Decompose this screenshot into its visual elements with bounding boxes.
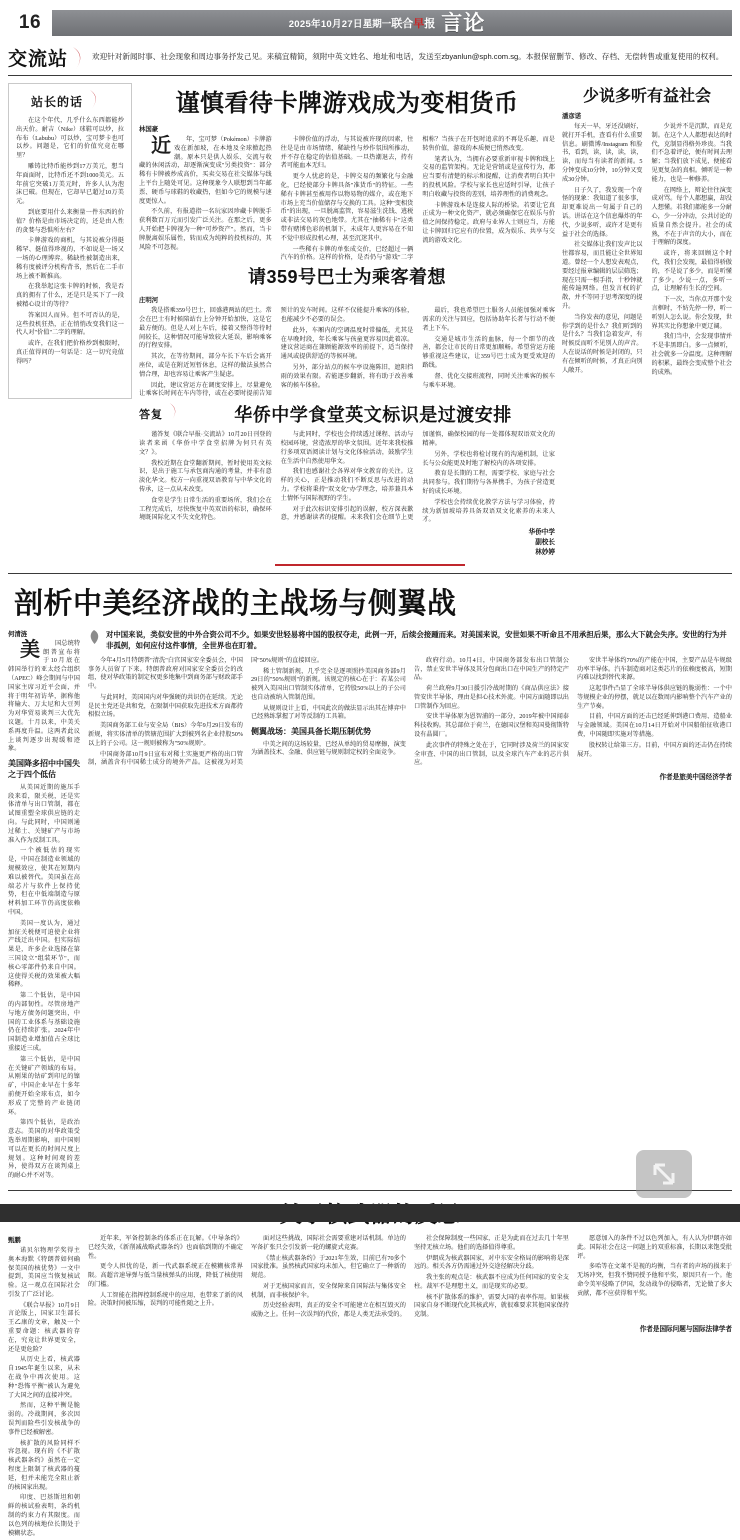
paragraph: 近年来，军备控制条约体系正在瓦解。《中导条约》已经失效，《新削减战略武器条约》也面临到期的不确定性。 bbox=[88, 1234, 243, 1260]
masthead-bar bbox=[52, 10, 732, 36]
swoosh-icon bbox=[71, 47, 85, 69]
reply-signature bbox=[139, 528, 555, 558]
reply-title: 华侨中学食堂英文标识是过渡安排 bbox=[234, 405, 512, 426]
dropcap: 近 bbox=[151, 135, 171, 157]
paragraph: 交通是城市生活的血脉，每一个细节的改善，都会让市民的日常更加顺畅。希望营运方能够重视这些建议，让359号巴士成为更受欢迎的路线。 bbox=[422, 335, 555, 369]
station-master-title: 站长的话 bbox=[30, 94, 83, 109]
paragraph: 卡牌价值的浮动，与其说被许现的因素，往往是是由市场情绪、稀缺性与炒作氛围所推动，并不存在稳定的估值基础。一旦热潮退去，持有者可能血本无归。 bbox=[280, 136, 414, 170]
bus-article-title: 请359号巴士为乘客着想 bbox=[247, 267, 447, 288]
lead-article-title: 谨慎看待卡牌游戏成为变相货币 bbox=[175, 90, 519, 117]
paragraph: 历史经验表明，真正的安全不可能建立在相互毁灭的威胁之上。任何一次误判的代价，都是人类无法承受的。 bbox=[251, 1302, 406, 1319]
reply-header bbox=[139, 401, 555, 427]
masthead-date: 2025年10月27日 bbox=[288, 19, 363, 30]
exchange-strip bbox=[8, 44, 732, 76]
paragraph: 社会保障制度一些国家，正是为此而在过去几十年里坚持无核立场。他们的选择值得尊重。 bbox=[414, 1234, 569, 1251]
right-article-title: 少说多听有益社会 bbox=[582, 88, 711, 105]
signature-line: 副校长 bbox=[535, 538, 555, 546]
paragraph: 教育是长期的工程，需要学校、家庭与社会共同参与。我们期待与各界携手，为孩子营造更好的成长环境。 bbox=[422, 470, 555, 495]
paragraph: 第二个低估，是中国的内部韧性。尽管房地产与地方债务问题突出，中国的工业体系与基础设施仍在持续扩张。2024年中国制造业增加值占全球比重接近三成。 bbox=[8, 992, 80, 1052]
feature-title: 剖析中美经济战的主战场与侧翼战 bbox=[14, 587, 457, 620]
reply-block bbox=[8, 401, 732, 558]
quote-mark-icon bbox=[88, 629, 101, 650]
paragraph: 近 年，宝可梦（Pokémon）卡牌游戏在新加坡，在本地及全球掀起热潮。原本只是供人娱乐、交流与收藏的休闲活动，却逐渐演变成"另类投资"：部分稀有卡牌被炒成高价，买卖交易在社交媒体与线上平台上随处可见。这种现象令人联想到当年邮票、硬币与球鞋的收藏热，但如今它的规模与速度更惊人。 bbox=[139, 135, 272, 205]
paragraph: 我是搭乘359号巴士，回盛港两站的巴士。常会在巴士有时候陪站台上分钟开始加快，这是它最方便的。但是人对上车后，接着又整得等待时间较长，这种情况可能导致较大延误，影响乘客的行程安排。 bbox=[139, 307, 272, 350]
paragraph: 我校近期在食堂翻新期间，暂时使用英文标识，是出于施工与承包商沟通的考量，并非有意淡化华文。校方一向重视双语教育与中华文化的传承，这一点从未改变。 bbox=[139, 459, 272, 493]
nuclear-left-column bbox=[8, 1235, 80, 1540]
paragraph: 《联合早报》10月9日言论版上，国家卫生部长王乙康的文章，触及一个重要命题：核武器的存在，究竟让世界更安全，还是更危险？ bbox=[8, 1301, 80, 1353]
swoosh-icon bbox=[88, 90, 102, 112]
paragraph: 从美国近期的施压手段来看，限关税，还是实体清单与出口管制，都在试图重塑全球供应链的走向。与此同时，中国则通过稀土、关键矿产与市场准入作为反制工具。 bbox=[8, 783, 80, 844]
paragraph: 荷兰政府9月30日援引冷战时期的《商品供应法》接管安世半导体，理由是担心技术外流。中国方面随即以出口管制作为回应。 bbox=[414, 685, 569, 710]
paragraph: 我们当中，会发现事情并不是非黑即白。多一点倾听，社会就多一分温度。这种理解的积累，最终会变成整个社会的成熟。 bbox=[651, 333, 732, 376]
section-divider bbox=[8, 573, 732, 574]
paragraph: 多哈等在文莱不是视的均衡，当有者的声场的损来于无场冲突，但我不赞同授予他和平奖，原因只有一个。他命令美军侵略了伊国，发动战争的侵略者，无论做了多大贡献，都不应获得和平奖。 bbox=[577, 1263, 732, 1297]
page-number: 16 bbox=[18, 12, 42, 33]
reply-body bbox=[139, 431, 555, 525]
station-master-box bbox=[8, 83, 132, 399]
paragraph: 政府行动。10月4日，中国商务部发布出口管制公告，禁止安世半导体及其分包商出口在中国生产的特定产品。 bbox=[414, 656, 569, 682]
paragraph: 一些稀有卡牌的单张成交价，已经超过一辆汽车的价格。这样的价格，是否仍与"游戏"二字相称？当孩子在开包时追求的不再是乐趣，而是转售价值，游戏的本质便已悄然改变。 bbox=[280, 136, 555, 262]
paragraph: 伊朗成为核武器国家，对中东安全格局的影响将是深远的。相关各方仍需通过外交途径解决分歧。 bbox=[414, 1254, 569, 1271]
nuclear-signature: 作者是国际问题与国际法律学者 bbox=[639, 1326, 732, 1334]
paragraph: 更令人忧虑的是，卡牌交易的频繁化与金融化，已经使部分卡牌具备"准货币"的特征。一些稀有卡牌甚至被用作以物易物的媒介，或在地下市场上充当价值储存与交换的工具。这种"变相货币"的出现，一旦脱离监管，容易滋生洗钱、逃税或非法交易的灰色地带。尤其在"抽稀有卡"这类带有赌博色彩的机制下，未成年人更容易在不知不觉中形成投机心理，甚至沉迷其中。 bbox=[280, 173, 414, 242]
masthead bbox=[8, 10, 732, 36]
paragraph: 《禁止核武器条约》于2021年生效，目前已有70多个国家批准。虽然核武国家均未加入，但它确立了一种新的规范。 bbox=[251, 1254, 406, 1280]
nuclear-article bbox=[8, 1198, 732, 1540]
paragraph: 当你发表的意见，问题是你学到的是什么？我们听到的是什么？当我们急着发声，有时候反而听不见别人的声音。人在说话的时候是封闭的，只有在倾听的时候，才真正向别人敞开。 bbox=[562, 313, 643, 374]
paragraph: 其次，在等待期间，部分车长下车后会离开座位，或是在附近短暂休息，这样的做法虽然合情合理，却也容易让乘客产生疑虑。 bbox=[139, 353, 272, 378]
paragraph: 谨答复《联合早报·交流站》10月20日刊登的读者来函《华侨中学食堂招牌为何只有英文？》。 bbox=[139, 431, 272, 456]
paragraph: 印度、巴基斯坦和朝鲜的核试验表明，条约机制的约束力有其限度。而以色列的核地位长期处于模糊状态。 bbox=[8, 1494, 80, 1537]
paragraph: 美国商务部工业与安全局（BIS）今年9月29日发布的新规，将实体清单的管辖范围扩大到被列名企业持股50%以上的子公司。这一规则被称为"50%规则"。 bbox=[88, 722, 243, 747]
paragraph: 卡牌游戏的商机，与其说被分得挺稀罕、挺值得珍视的，不如说是一场又一场的心理博弈。稀缺性被制造出来，稀有度被评分机构背书，然后在二手市场上被不断推高。 bbox=[16, 237, 124, 280]
station-master-header bbox=[16, 90, 124, 112]
paragraph: 人工智能在指挥控制系统中的应用，也带来了新的风险。决策时间被压缩，误判的可能性随之上升。 bbox=[88, 1291, 243, 1308]
feature-signature: 作者是旅美中国经济学者 bbox=[659, 774, 732, 782]
bottom-bar bbox=[0, 1204, 740, 1222]
paragraph: 一个被低估的现实是，中国在制造业领域的规模效应，使其在短期内难以被替代。美国虽在高端芯片与软件上保持优势，但在中低端制造与原材料加工环节仍高度依赖中国。 bbox=[8, 847, 80, 916]
paragraph: 此外，车厢内的空调温度时常偏低，尤其是在早晚时段，年长乘客与孩童更容易因此着凉。建议营运商在兼顾能源效率的前提下，适当保持通风或提供舒适的等候环境。 bbox=[280, 326, 414, 361]
paragraph: 安世半导体原为恩智浦的一部分，2019年被中国闻泰科技收购。其总部位于荷兰，在德国汉堡和英国曼彻斯特设有晶圆厂。 bbox=[414, 713, 569, 739]
feature-author: 何清涟 bbox=[8, 630, 28, 638]
feature-subhead: 侧翼战场：美国具备长期压制优势 bbox=[251, 727, 371, 737]
section-divider bbox=[8, 1190, 732, 1191]
paragraph: 与此同时，学校也会持续透过课程、活动与校园环境，营造浓厚的华文氛围。近年来我校推行多项双语阅读计划与文化体验活动，鼓励学生在生活中自然使用华文。 bbox=[280, 431, 414, 465]
paragraph: 社交媒体让我们发声比以往都容易，而且能让全世界知道。曾经一个人想发表观点，要经过报章编辑的层层筛选；现在只需一根手指，十秒钟就能传遍网络。但发言权的扩散，并不等同于思考深度的提升。 bbox=[562, 241, 643, 310]
paragraph: 下一次，当你点开那个发言框时，不妨先停一停，听一听别人怎么说。你会发现，世界其实比你想象中更辽阔。 bbox=[651, 296, 732, 330]
masthead-paper-name: 联合早报 bbox=[391, 18, 436, 30]
paragraph: 愿意加入的条件不过以色列加入，有人认为伊朗亦如此。国际社会在这一问题上的双重标准，长期以来饱受批评。 bbox=[577, 1234, 732, 1260]
masthead-section-title: 言论 bbox=[441, 10, 486, 35]
upper-region bbox=[8, 83, 732, 399]
paragraph: 每天一早，牙还没刷好，就打开手机，查看有什么重要信息。刷微博/Instagram 和脸书，看到，读，读，读，读，读，而每当有读者的新闻。5分钟变成10分钟，10分钟又变成30分钟。 bbox=[562, 123, 643, 183]
paragraph: 因此，建议营运方在调度安排上，尽量避免让乘客长时间在车内等待，或在必要时提前告知预计的发车时间。这样不仅能提升乘客的体验，也能减少不必要的误会。 bbox=[139, 307, 414, 398]
paragraph: 不久前，有报道指一名玩家因珍藏卡牌脱手获利数百万元而引发广泛关注。在那之后，更多人开始把卡牌视为一种"可炒资产"。然而，当卡牌脱离娱乐属性，转而成为纯粹的投机标的，其风险不可忽视。 bbox=[139, 208, 272, 251]
paragraph: 与此同时，美国国内对华强硬的共识仍在延续。无论是民主党还是共和党，在限制中国获取先进技术方面都持相似立场。 bbox=[88, 693, 243, 719]
paragraph: 今年4月5月特朗普"清洗"白宫国家安全委员会，中国事务人员留了下来。特朗普政府对国家安全委员会的改组，使对华政策的制定权更多地集中到商务部与财政部手中。 bbox=[88, 656, 243, 691]
paragraph: 美 国总统特朗普宣布将于10月底在韩国举行的亚太经合组织（APEC）峰会期间与中国国家主席习近平会面，并将于明年初访华，据称他将输大、万太尼和大豆列为对华贸易谈判三大优先议题。十月以来，中美关系再度升温。这两者此议上谈判逐步出现缓和迹象。 bbox=[8, 638, 80, 753]
paragraph: 最后，我也希望巴士服务人员能加强对乘客需求的关注与回应，包括协助年长者与行动不便者上下车。 bbox=[422, 307, 555, 332]
paragraph: 对于此次标识安排引起的误解，校方深表歉意，并感谢读者的提醒。未来我们会在细节上更加谨慎，确保校园的每一处都体现双语双文化的精神。 bbox=[280, 431, 555, 522]
paragraph: 或许，在我们把价格炒到极限时，真正值得问的一句话是：这一切究竟值得吗？ bbox=[16, 340, 124, 365]
swoosh-icon bbox=[168, 403, 182, 425]
nuclear-main-column bbox=[88, 1235, 732, 1540]
feature-body bbox=[88, 657, 732, 769]
paragraph: 股权转让给第三方。目前，中国方面的还击仍在持续展开。 bbox=[577, 741, 732, 758]
pullquote-text: 对中国来说，类似安世的中外合资公司不少。如果安世轻易将中国的股权夺走，此例一开，后续会接踵而来。对美国来说，安世如果不听命且不用承担后果，那么大下就会失序。安世的行为并非孤例，如何应付这件事情，全世界也在盯着。 bbox=[106, 629, 727, 651]
nuclear-body bbox=[88, 1235, 732, 1320]
feature-subhead: 美国降多招中中国失之于四个低估 bbox=[8, 759, 80, 780]
paragraph: 核扩散的风险同样不容忽视。现有的《不扩散核武器条约》虽然在一定程度上限制了核武器的蔓延，但并未能完全阻止新的核国家出现。 bbox=[8, 1439, 80, 1491]
paragraph: 安世半导体约70%的产能在中国，主要产品是车规级功率半导体。汽车制造商对这类芯片的依赖度极高，短期内难以找到替代来源。 bbox=[577, 656, 732, 682]
exchange-title: 交流站 bbox=[8, 49, 69, 70]
paragraph: 在我举起这张卡牌的时候，我是否真的拥有了什么，还是只是买下了一段被精心设计的等待？ bbox=[16, 283, 124, 308]
signature-line: 林妙婷 bbox=[535, 548, 555, 556]
nuclear-author: 甄鹏 bbox=[8, 1236, 21, 1244]
paragraph: 在网络上，辩论往往演变成对骂。每个人都想赢，却没人想懂。若我们都能多一分耐心，少一分冲动，公共讨论的质量自然会提升。社会的成熟，不在于声音的大小，而在于理解的深度。 bbox=[651, 186, 732, 247]
paragraph: 从规则设计上看，中国此次的做法显示出其在博弈中已经熟练掌握了对等反制的工具箱。 bbox=[251, 704, 406, 721]
paragraph: 学校也会持续优化教学方法与学习体验，持续为新加坡培养具备双语双文化素养的未来人才。 bbox=[422, 498, 555, 524]
paragraph: 食堂是学生日常生活的重要场所，我们会在工程完成后，尽快恢复中英双语的标识，确保环境既国际化又不失文化特色。 bbox=[139, 496, 272, 522]
paragraph: 此次事件的特殊之处在于，它同时涉及荷兰的国家安全审查、中国的出口管制，以及全球汽车产业的芯片供应。 bbox=[414, 741, 569, 767]
paragraph: 目前，中国方面的还击已经延伸到港口费用、造船业与金融领域。美国在10月14日开始对中国船舶征收港口费，中国随即实施对等措施。 bbox=[577, 713, 732, 739]
paragraph: 在这个年代，几乎什么东西都能炒出天价。耐吉（Nike）球鞋可以炒，拉布布（Labubu）可以炒，宝可梦卡也可以炒。问题是，它们的价值究竟在哪里？ bbox=[16, 117, 124, 160]
paragraph: 卡牌游戏本是连接人际的桥梁。若要让它真正成为一种文化资产，就必须确保它在娱乐与价值之间保持稳定。政府与业界人士则应当，方能让卡牌回归它应有的位置，成为娱乐、共享与交流的游戏文化。 bbox=[422, 201, 555, 244]
paragraph: 日子久了，我发现一个奇怪的现象：我知道了很多事，却更难说出一句属于自己的话。讲话在这个信息爆炸的年代，少说多听，或许才是更有益于社会的选择。 bbox=[562, 186, 643, 238]
bus-article-body bbox=[139, 307, 555, 399]
resize-handle[interactable] bbox=[636, 1150, 692, 1198]
paragraph: 另外，学校也将检讨现有的沟通机制，让家长与公众能更及时地了解校内的各项安排。 bbox=[422, 450, 555, 467]
resize-arrow-icon bbox=[647, 1157, 681, 1191]
paragraph: 对于无核国家而言，安全保障来自国际法与集体安全机制，而非核保护伞。 bbox=[251, 1282, 406, 1299]
paragraph: 诺贝尔物理学奖得主奥本海默《特朗普如何确保美国的核优势》一文中提到，美国应当恢复核试验。这一观点在国际社会引发了广泛讨论。 bbox=[8, 1246, 80, 1298]
paragraph: 稀土管制新规，几乎完全是逐项照抄美国商务部9月29日的"50%规则"的新规。该规定的核心在于：若某公司被列入美国出口管制实体清单，它持股50%以上的子公司也自动被纳入管制范围。 bbox=[251, 667, 406, 701]
paragraph: 或许，将来回顾这个时代，我们会发现，最值得骄傲的，不是说了多少，而是听懂了多少。少说一点，多听一点，让理解有生长的空间。 bbox=[651, 250, 732, 293]
paragraph: 核不扩散体系的维护，需要大国的表率作用。如果核国家自身不断现代化其核武库，就很难要求其他国家保持克制。 bbox=[414, 1293, 569, 1319]
station-master-body bbox=[16, 117, 124, 367]
paragraph: 另外，部分站点的候车亭设施陈旧，遮阳挡雨的效果有限。若能逐步翻新，将有助于改善乘客的候车体验。 bbox=[280, 363, 414, 389]
masthead-weekday: 星期一 bbox=[362, 19, 392, 30]
bus-article-author: 庄明河 bbox=[139, 297, 159, 305]
paragraph: 美国一度认为，通过加征关税便可迫使企业将产线迁出中国。但实际结果是，许多企业选择在第三国设立"组装环节"，而核心零部件仍来自中国。这使得关税的效果被大幅稀释。 bbox=[8, 919, 80, 989]
paragraph: 中美之间的这场较量，已经从单纯的贸易摩擦，演变为涵盖技术、金融、供应链与规则制定权的全面竞争。 bbox=[251, 740, 406, 757]
exchange-note: 欢迎针对新闻时事、社会现象和周边事务抒发己见。来稿宜精简，须附中英文姓名、地址和电话，发送至zbyanlun@sph.com.sg。本报保留删节、修改、存档、无偿转售或重复使用的权利。 bbox=[92, 52, 724, 62]
reply-label: 答复 bbox=[139, 409, 163, 422]
lead-article-body bbox=[139, 136, 555, 263]
paragraph: 更令人担忧的是，新一代武器系统正在模糊核常界限。高超音速导弹与低当量核弹头的出现，降低了核使用的门槛。 bbox=[88, 1263, 243, 1288]
paragraph: 面对这些挑战，国际社会需要重建对话机制。单边的军备扩张只会引发新一轮的螺旋式竞赛。 bbox=[251, 1234, 406, 1251]
feature-pullquote bbox=[88, 629, 732, 652]
paragraph: 这起事件凸显了全球半导体供应链的脆弱性：一个中等规模企业的停摆，就足以在数周内影响整个汽车产业的生产节奏。 bbox=[577, 685, 732, 710]
signature-line: 华侨中学 bbox=[528, 529, 555, 537]
lead-article bbox=[139, 83, 555, 399]
right-article bbox=[562, 83, 732, 399]
dropcap: 美 bbox=[20, 638, 40, 661]
paragraph: 答案因人而异。但不可否认的是，这些投机狂热，正在悄悄改变我们这一代人对"价值"二字的理解。 bbox=[16, 311, 124, 337]
right-article-body bbox=[562, 123, 732, 378]
paragraph: 督、优化交接班流程，同时关注乘客的候车与乘车环境。 bbox=[422, 372, 555, 389]
feature-left-column bbox=[8, 629, 80, 1183]
paragraph: 我们也感谢社会各界对华文教育的关注。这样的关心，正是推动我们不断反思与改进的动力。学校将秉持"双文化"办学理念，培养兼具本土情怀与国际视野的学生。 bbox=[280, 468, 414, 502]
paragraph: 第四个低估，是政治意志。美国的对华政策受选举周期影响，而中国则可以在更长的时间尺度上规划。这种时间观的差异，使得双方在谈判桌上的耐心并不对等。 bbox=[8, 1119, 80, 1180]
feature-main-column bbox=[88, 629, 732, 1183]
paragraph: 到底要用什么来衡量一件东西的价值？价格是由市场决定的，还是由人性的贪婪与恐惧所左右？ bbox=[16, 208, 124, 234]
paragraph: 雕铸比特币能炒到17万美元，想当年面面时，比特币还不到1000美元。五年前它突破1万美元时，许多人认为泡沫已破。但现在，它却早已超过10万美元。 bbox=[16, 162, 124, 206]
paragraph: 笔者认为，当拥有必要重新审视卡牌和线上交易的监管架构。无论是营销或是宣传行为，都应当要有清楚的标示和提醒，让消费者明白其中的投机风险。学校与家长也应适时引导，让孩子明白收藏与投资的差别，培养理性的消费观念。 bbox=[422, 155, 555, 198]
red-divider bbox=[275, 564, 465, 566]
paragraph: 从历史上看，核武器自1945年诞生以来，从未在战争中再次使用。这种"恐怖平衡"被认为避免了大国之间的直接冲突。 bbox=[8, 1356, 80, 1399]
lead-article-author: 林国豪 bbox=[139, 126, 159, 133]
newspaper-page bbox=[0, 10, 740, 1537]
paragraph: 我主张的观点是：核武器不应成为任何国家的安全支柱。裁军不是理想主义，而是现实的必要。 bbox=[414, 1274, 569, 1290]
right-article-author: 潘彦诺 bbox=[562, 113, 582, 120]
paragraph: 少说并不是沉默，而是克制。在这个人人都想表达的时代，克制显得格外珍贵。当我们不急着评论，便有时间去理解；当我们放下成见，便能看见更复杂的真相。倾听是一种能力，也是一种修养。 bbox=[651, 123, 732, 183]
paragraph: 然而，这种平衡是脆弱的。冷战期间，多次因误判而险些引发核战争的事件已经被解密。 bbox=[8, 1402, 80, 1436]
paragraph: 中国商务部10月9日宣布对稀土实施更严格的出口管制，涵盖含有中国稀土成分的境外产品。这被视为对美国"50%规则"的直接回应。 bbox=[88, 656, 324, 767]
paragraph: 第三个低估，是中国在关键矿产领域的布局。从刚果的钴矿到印尼的镍矿，中国企业早在十多年前便开始全球布点，如今形成了完整的产业链闭环。 bbox=[8, 1055, 80, 1116]
feature-article bbox=[8, 581, 732, 1183]
